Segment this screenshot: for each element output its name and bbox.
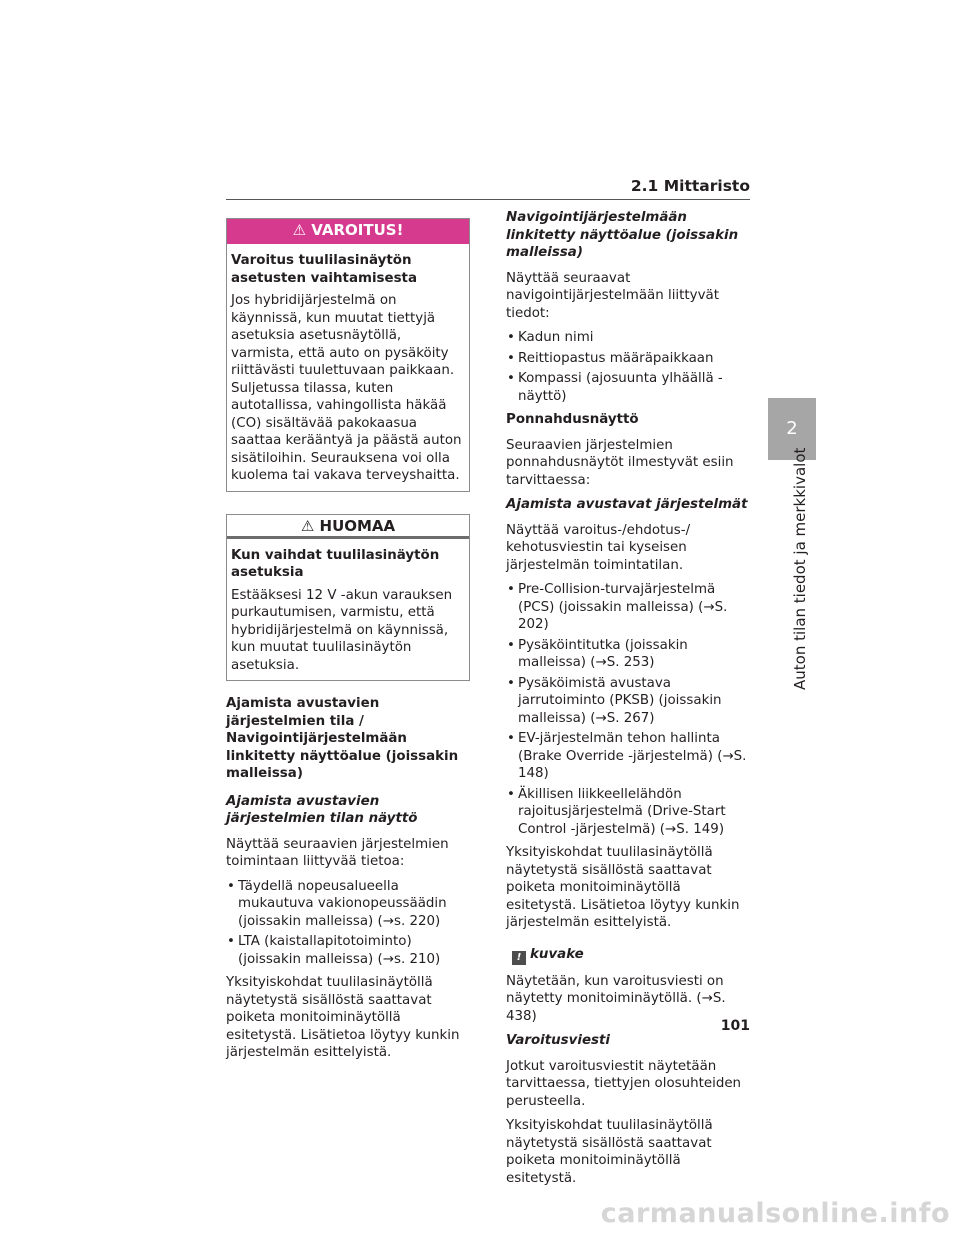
note-paragraph: Yksityiskohdat tuulilasinäytöllä näytetystä sisällöstä saattavat poiketa monitoiminäytöllä esitetystä. Lisätietoa löytyy kunkin järjestelmän esittelyistä. bbox=[226, 975, 460, 1060]
note-title: Kun vaihdat tuulilasinäytön asetuksia bbox=[231, 547, 440, 580]
assist-heading: Ajamista avustavat järjestelmät bbox=[506, 497, 748, 512]
list-item: • Pysäköimistä avustava jarrutoiminto (PKSB) (joissakin malleissa) (→S. 267) bbox=[506, 675, 750, 728]
nav-intro: Näyttää seuraavat navigointijärjestelmään liittyvät tiedot: bbox=[506, 270, 719, 321]
list-item: • LTA (kaistallapitotoiminto) (joissakin malleissa) (→s. 210) bbox=[226, 933, 470, 968]
icon-heading: kuvake bbox=[530, 946, 584, 962]
section-heading: Ajamista avustavien järjestelmien tila / Navigointijärjestelmään linkitetty näyttöalue (joissakin malleissa) bbox=[226, 696, 459, 781]
note-header bbox=[227, 515, 469, 539]
popup-intro: Seuraavien järjestelmien ponnahdusnäytöt ilmestyvät esiin tarvittaessa: bbox=[506, 437, 734, 488]
system-list bbox=[226, 878, 470, 969]
list-item: • Pre-Collision-turvajärjestelmä (PCS) (joissakin malleissa) (→S. 202) bbox=[506, 581, 750, 634]
nav-list bbox=[506, 329, 750, 405]
list-item: • Äkillisen liikkeellelähdön rajoitusjärjestelmä (Drive-Start Control -järjestelmä) (→S. 149) bbox=[506, 786, 750, 839]
icon-heading-row bbox=[512, 946, 750, 965]
warning-box bbox=[226, 218, 470, 492]
warning-title: Varoitus tuulilasinäytön asetusten vaihtamisesta bbox=[231, 253, 417, 286]
note-label: HUOMAA bbox=[319, 516, 396, 535]
message-text: Jotkut varoitusviestit näytetään tarvittaessa, tiettyjen olosuhteiden perusteella. bbox=[506, 1058, 742, 1109]
nav-heading: Navigointijärjestelmään linkitetty näyttöalue (joissakin malleissa) bbox=[506, 210, 739, 260]
warning-header bbox=[227, 219, 469, 244]
assist-list bbox=[506, 581, 750, 838]
popup-heading: Ponnahdusnäyttö bbox=[506, 412, 639, 427]
message-heading: Varoitusviesti bbox=[506, 1033, 611, 1048]
message-text-2: Yksityiskohdat tuulilasinäytöllä näytetystä sisällöstä saattavat poiketa monitoiminäytöllä esitetystä. bbox=[506, 1118, 713, 1186]
list-item: • Pysäköintitutka (joissakin malleissa) (→S. 253) bbox=[506, 637, 750, 672]
list-item: • Täydellä nopeusalueella mukautuva vakionopeussäädin (joissakin malleissa) (→s. 220) bbox=[226, 878, 470, 931]
assist-intro: Näyttää varoitus-/ehdotus-/ kehotusviestin tai kyseisen järjestelmän toimintatilan. bbox=[506, 522, 691, 573]
list-item: • Kadun nimi bbox=[506, 329, 750, 347]
page-number: 101 bbox=[720, 1018, 750, 1034]
section-header: 2.1 Mittaristo bbox=[630, 177, 750, 195]
note-text: Estääksesi 12 V -akun varauksen purkautumisen, varmistu, että hybridijärjestelmä on käynnissä, kun muutat tuulilasinäytön asetuksia. bbox=[231, 587, 453, 673]
warning-triangle-icon: ⚠ bbox=[292, 221, 307, 239]
left-column bbox=[226, 218, 470, 1069]
right-column bbox=[506, 209, 750, 1194]
list-item: • EV-järjestelmän tehon hallinta (Brake Override -järjestelmä) (→S. 148) bbox=[506, 730, 750, 783]
caution-triangle-icon: ⚠ bbox=[300, 516, 315, 535]
chapter-tab: 2 bbox=[768, 398, 816, 460]
warning-label: VAROITUS! bbox=[311, 221, 404, 239]
list-item: • Kompassi (ajosuunta ylhäällä -näyttö) bbox=[506, 370, 750, 405]
chapter-title: Auton tilan tiedot ja merkkivalot bbox=[791, 447, 809, 690]
icon-text: Näytetään, kun varoitusviesti on näytetty monitoiminäytöllä. (→S. 438) bbox=[506, 973, 726, 1024]
intro-text: Näyttää seuraavien järjestelmien toimintaan liittyvää tietoa: bbox=[226, 836, 449, 869]
subsection-heading: Ajamista avustavien järjestelmien tilan näyttö bbox=[226, 793, 418, 826]
header-rule bbox=[226, 199, 750, 200]
list-item: • Reittiopastus määräpaikkaan bbox=[506, 350, 750, 368]
watermark: carmanualsonline.info bbox=[600, 1198, 950, 1229]
assist-outro: Yksityiskohdat tuulilasinäytöllä näytetystä sisällöstä saattavat poiketa monitoiminäytöllä esitetystä. Lisätietoa löytyy kunkin järjestelmän esittelyistä. bbox=[506, 845, 740, 930]
warning-icon: ! bbox=[512, 951, 526, 965]
note-box bbox=[226, 514, 470, 682]
warning-text: Jos hybridijärjestelmä on käynnissä, kun muutat tiettyjä asetuksia asetusnäytöllä, varmista, että auto on pysäköity riittävästi tuulettuvaan paikkaan. Suljetussa tilassa, kuten autotallissa, vahingollista häkää (CO) sisältävää pakokaasua saattaa kerääntyä ja päästä auton sisätiloihin. Seurauksena voi olla kuolema tai vakava terveyshaitta. bbox=[231, 293, 462, 483]
